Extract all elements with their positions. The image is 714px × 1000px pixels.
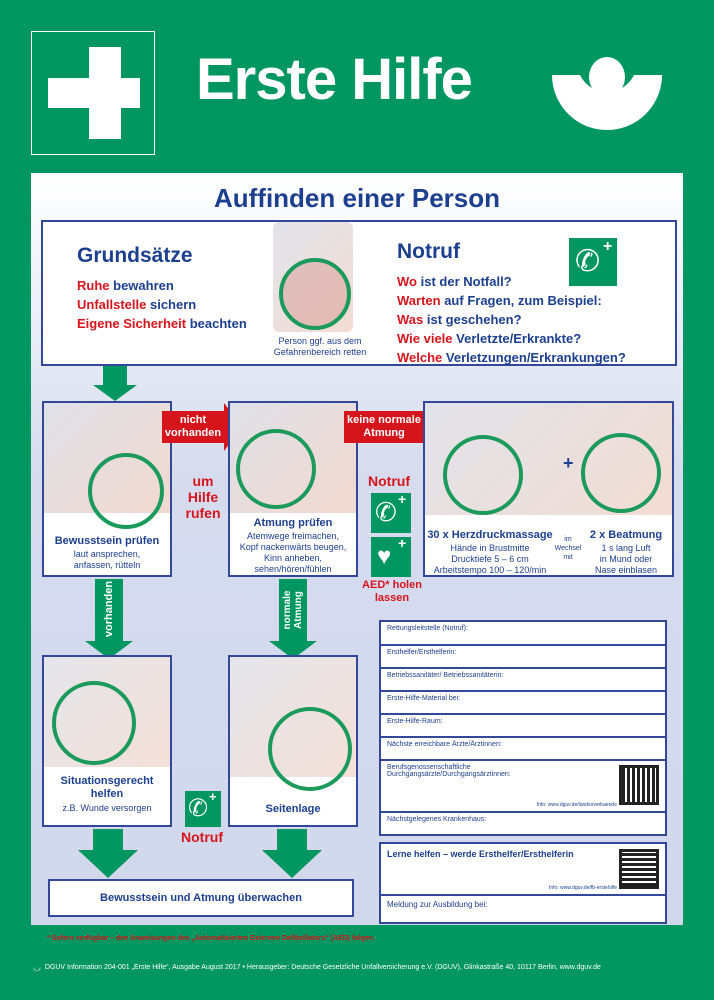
highlight-circle [88, 453, 164, 529]
cpr-box [423, 401, 674, 577]
form-row-ersthelfer[interactable]: Ersthelfer/Ersthelferin: [381, 646, 665, 669]
contact-form [379, 620, 667, 836]
highlight-circle [52, 681, 136, 765]
footer [33, 962, 601, 973]
w-question-text: ist geschehen? [426, 312, 522, 327]
w-question-text: Verletzungen/Erkrankungen? [445, 350, 626, 365]
qr-code-icon [619, 849, 659, 889]
arrow-down-icon [93, 829, 123, 851]
arrow-down-icon [103, 366, 127, 386]
highlight-circle [581, 433, 661, 513]
arrow-keine-normale-atmung: keine normale Atmung [344, 411, 424, 443]
section-title: Auffinden einer Person [213, 183, 501, 213]
page-title: Erste Hilfe [196, 47, 472, 112]
form-row-betriebssanitaeter[interactable]: Betriebssanitäter/ Betriebssanitäterin: [381, 669, 665, 692]
w-question-text: ist der Notfall? [420, 274, 512, 289]
grundsaetze-title: Grundsätze [77, 244, 193, 267]
main-panel [31, 173, 683, 942]
rescue-circle-highlight [279, 258, 351, 330]
arrow-down-icon [277, 829, 307, 851]
step-atmung-box [228, 401, 358, 577]
cross-horizontal [48, 78, 140, 108]
training-header [381, 844, 665, 896]
arrow-down-head [262, 850, 322, 878]
principle-key: Unfallstelle [77, 297, 147, 312]
notruf-label: Notruf [368, 473, 410, 489]
w-question-key: Wo [397, 274, 417, 289]
form-row-meldung[interactable]: Meldung zur Ausbildung bei: [387, 900, 488, 909]
alternating-label: im Wechsel mit [554, 536, 582, 561]
emergency-phone-icon: ✆ + [371, 493, 411, 533]
w-question-text: Verletzte/Erkrankte? [456, 331, 582, 346]
grundsaetze-list [77, 276, 247, 333]
notruf-list [397, 272, 626, 367]
step-title: Situationsgerecht helfen [60, 775, 154, 800]
w-question-key: Welche [397, 350, 443, 365]
plus-sign: + [563, 453, 574, 473]
step-situation-box [42, 655, 172, 827]
form-row-material[interactable]: Erste-Hilfe-Material bei: [381, 692, 665, 715]
dguv-logo-icon [550, 55, 665, 155]
step-subtitle: 1 s lang Luft in Mund oder Nase einblasen [594, 543, 658, 575]
principle-text: bewahren [113, 278, 174, 293]
training-title: Lerne helfen – werde Ersthelfer/Ersthelferin [387, 849, 574, 859]
principles-box [41, 220, 677, 366]
info-link-erstehilfe[interactable]: Info: www.dguv.de/fb-erstehilfe [549, 885, 617, 891]
w-question-key: Wie viele [397, 331, 453, 346]
form-row-krankenhaus[interactable]: Nächstgelegenes Krankenhaus: [387, 816, 487, 823]
step-title: Seitenlage [265, 803, 321, 815]
arrow-down-head [78, 850, 138, 878]
footnote: * Sofern verfügbar – den Anweisungen des „Automatisierten Externen Defibrillators“ (AED) folgen. [47, 935, 376, 942]
rescue-caption: Person ggf. aus dem Gefahrenbereich retten [273, 336, 367, 357]
um-hilfe-rufen: um Hilfe rufen [185, 473, 221, 521]
step-title: Atmung prüfen [253, 517, 333, 529]
monitor-box: Bewusstsein und Atmung überwachen [48, 879, 354, 917]
step-bewusstsein-box [42, 401, 172, 577]
step-title: Bewusstsein prüfen [54, 535, 160, 547]
principle-key: Ruhe [77, 278, 110, 293]
arrow-normale-atmung: normale Atmung [279, 579, 307, 643]
highlight-circle [268, 707, 352, 791]
dguv-logo-icon: ◡ [33, 962, 41, 972]
aed-label: AED* holen lassen [362, 579, 422, 604]
step-subtitle: z.B. Wunde versorgen [62, 803, 152, 813]
arrow-vorhanden: vorhanden [95, 579, 123, 643]
step-title: 30 x Herzdruckmassage [427, 529, 553, 541]
step-seitenlage-box [228, 655, 358, 827]
principle-text: beachten [189, 316, 247, 331]
emergency-phone-icon: ✆ + [569, 238, 617, 286]
notruf-label: Notruf [181, 829, 223, 845]
w-question-key: Was [397, 312, 424, 327]
arrow-nicht-vorhanden: nicht vorhanden [162, 411, 224, 443]
principle-text: sichern [149, 297, 197, 312]
info-link-landesverbaende[interactable]: Info: www.dguv.de/landesverbaende [536, 802, 617, 808]
step-subtitle: Atemwege freimachen, Kopf nackenwärts beugen, Kinn anheben, sehen/hören/fühlen [239, 531, 347, 574]
form-row-durchgangsaerzte[interactable]: Berufsgenossenschaftliche Durchgangsärzte/Durchgangsärztinnen: Info: www.dguv.de/landesverbaende [381, 761, 665, 813]
footer-text: DGUV Information 204-001 „Erste Hilfe“, Ausgabe August 2017 • Herausgeber: Deutsche Gesetzliche Unfallversicherung e.V. (DGUV), Glinkastraße 40, 10117 Berlin, www.dguv.de [44, 964, 601, 971]
aed-defibrillator-icon: ♥ + [371, 537, 411, 577]
emergency-phone-icon: ✆ + [185, 791, 221, 827]
first-aid-cross-sign [31, 31, 155, 155]
form-row-aerzte[interactable]: Nächste erreichbare Ärzte/Ärztinnen: [381, 738, 665, 761]
highlight-circle [236, 429, 316, 509]
form-row-raum[interactable]: Erste-Hilfe-Raum: [381, 715, 665, 738]
step-title: 2 x Beatmung [589, 529, 663, 541]
qr-code-icon [619, 765, 659, 805]
training-box [379, 842, 667, 924]
step-subtitle: laut ansprechen, anfassen, rütteln [73, 549, 141, 570]
principle-key: Eigene Sicherheit [77, 316, 187, 331]
w-question-text: auf Fragen, zum Beispiel: [444, 293, 602, 308]
arrow-down-head [93, 385, 137, 401]
highlight-circle [443, 435, 523, 515]
w-question-key: Warten [397, 293, 441, 308]
notruf-title: Notruf [397, 240, 460, 263]
step-subtitle: Hände in Brustmitte Drucktiefe 5 – 6 cm Arbeitstempo 100 – 120/min [433, 543, 547, 575]
form-row-rettungsleitstelle[interactable]: Rettungsleitstelle (Notruf): [381, 622, 665, 646]
